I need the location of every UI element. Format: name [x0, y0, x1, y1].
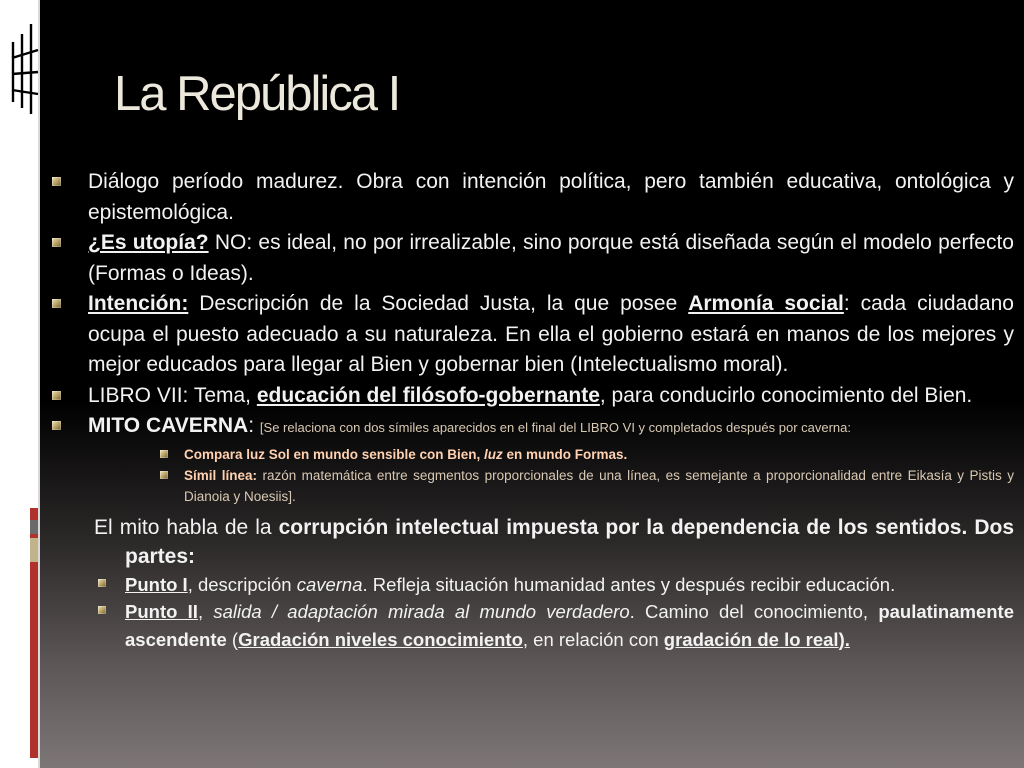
list-item: Diálogo período madurez. Obra con intención política, pero también educativa, ontológica y epistemológica. [52, 167, 1014, 228]
sub-list-item: Punto I, descripción caverna. Refleja situación humanidad antes y después recibir educación. [98, 571, 1014, 599]
list-item: ¿Es utopía? NO: es ideal, no por irrealizable, sino porque está diseñada según el modelo perfecto (Formas o Ideas). [52, 228, 1014, 289]
square-bullet-icon [52, 177, 61, 186]
paragraph: El mito habla de la corrupción intelectual impuesta por la dependencia de los sentidos. Dos partes: [94, 515, 1015, 568]
square-bullet-icon [52, 421, 61, 430]
square-bullet-icon [160, 471, 168, 479]
list-item: Intención: Descripción de la Sociedad Justa, la que posee Armonía social: cada ciudadano ocupa el puesto adecuado a su naturaleza. En ella el gobierno estará en manos de los mejores y mejor educados para llegar al Bien y gobernar bien (Intelectualismo moral). [52, 289, 1014, 381]
square-bullet-icon [160, 450, 168, 458]
content [52, 167, 1014, 653]
square-bullet-icon [98, 606, 106, 614]
square-bullet-icon [52, 299, 61, 308]
sub-list-item: Punto II, salida / adaptación mirada al mundo verdadero. Camino del conocimiento, paulatinamente ascendente (Gradación niveles conocimiento, en relación con gradación de lo real). [98, 598, 1014, 653]
window-pattern-icon [0, 18, 40, 118]
square-bullet-icon [52, 238, 61, 247]
slide-title: La República I [114, 67, 400, 121]
square-bullet-icon [52, 391, 61, 400]
list-item: LIBRO VII: Tema, educación del filósofo-gobernante, para conducirlo conocimiento del Bien. [52, 381, 1014, 412]
sub-list-item: Símil línea: razón matemática entre segmentos proporcionales de una línea, es semejante a proporcionalidad entre Eikasía y Pistis y Dianoia y Noesiis]. [160, 465, 1014, 507]
decor-bar-tan [30, 538, 38, 562]
square-bullet-icon [98, 579, 106, 587]
list-item: MITO CAVERNA: [Se relaciona con dos símiles aparecidos en el final del LIBRO VI y completados después por caverna: [52, 411, 1014, 444]
sub-list-item: Compara luz Sol en mundo sensible con Bien, luz en mundo Formas. [160, 444, 1014, 465]
decor-bar-gray [30, 520, 38, 534]
